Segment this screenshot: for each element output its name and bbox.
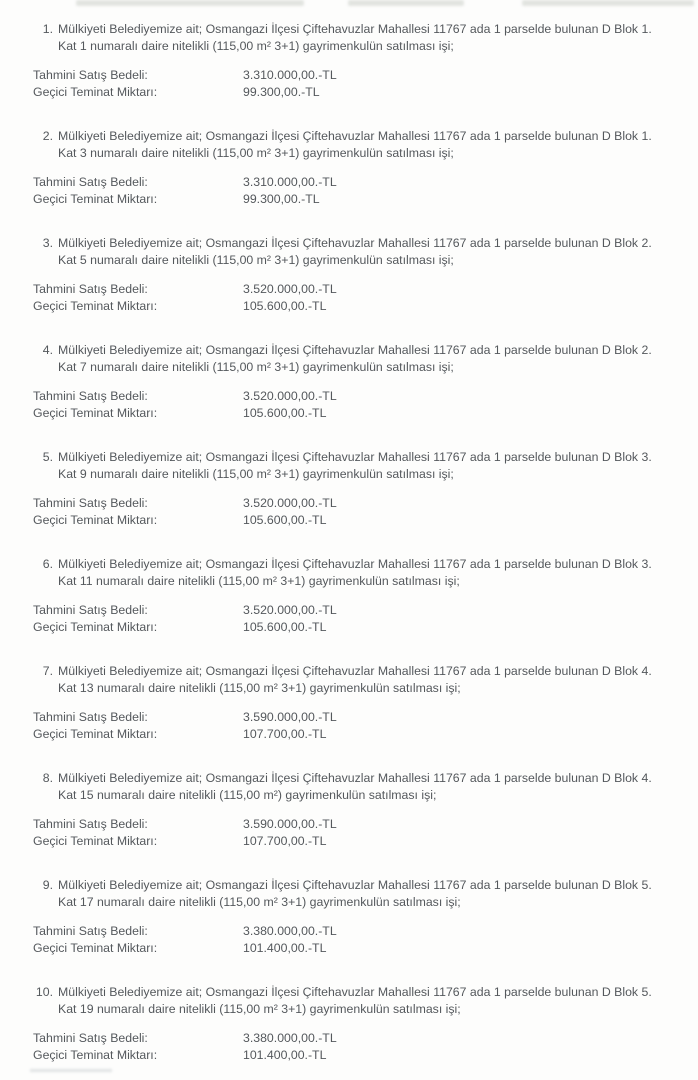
- tender-item: [33, 556, 685, 636]
- sale-price-value: 3.590.000,00.-TL: [243, 710, 337, 724]
- tender-item: [33, 663, 685, 743]
- item-description: [33, 663, 685, 697]
- sale-price-label: Tahmini Satış Bedeli:: [33, 710, 148, 724]
- deposit-row: [33, 191, 685, 208]
- description-line-2: Kat 19 numaralı daire nitelikli (115,00 m² 3+1) gayrimenkulün satılması işi;: [58, 1002, 461, 1016]
- deposit-row: [33, 298, 685, 315]
- description-line-2: Kat 15 numaralı daire nitelikli (115,00 m²) gayrimenkulün satılması işi;: [58, 788, 437, 802]
- description-line-2: Kat 1 numaralı daire nitelikli (115,00 m² 3+1) gayrimenkulün satılması işi;: [58, 39, 454, 53]
- item-description: [33, 877, 685, 911]
- sale-price-value: 3.310.000,00.-TL: [243, 68, 337, 82]
- deposit-row: [33, 1047, 685, 1064]
- item-number: 4.: [42, 343, 53, 357]
- description-line-1: Mülkiyeti Belediyemize ait; Osmangazi İlçesi Çiftehavuzlar Mahallesi 11767 ada 1 parselde bulunan D Blok 5.: [58, 878, 652, 892]
- item-number: 3.: [42, 236, 53, 250]
- sale-price-label: Tahmini Satış Bedeli:: [33, 1031, 148, 1045]
- deposit-value: 101.400,00.-TL: [243, 1048, 327, 1062]
- deposit-label: Geçici Teminat Miktarı:: [33, 620, 158, 634]
- cropped-element-remnant: [30, 1069, 112, 1072]
- item-description: [33, 770, 685, 804]
- sale-price-row: [33, 174, 685, 191]
- sale-price-label: Tahmini Satış Bedeli:: [33, 603, 148, 617]
- cropped-text-remnant: [76, 0, 304, 6]
- sale-price-value: 3.380.000,00.-TL: [243, 1031, 337, 1045]
- tender-item: [33, 449, 685, 529]
- deposit-label: Geçici Teminat Miktarı:: [33, 192, 158, 206]
- description-line-1: Mülkiyeti Belediyemize ait; Osmangazi İlçesi Çiftehavuzlar Mahallesi 11767 ada 1 parselde bulunan D Blok 5.: [58, 985, 652, 999]
- description-line-1: Mülkiyeti Belediyemize ait; Osmangazi İlçesi Çiftehavuzlar Mahallesi 11767 ada 1 parselde bulunan D Blok 1.: [58, 22, 652, 36]
- tender-item: [33, 235, 685, 315]
- deposit-value: 105.600,00.-TL: [243, 620, 327, 634]
- sale-price-row: [33, 388, 685, 405]
- tender-item: [33, 877, 685, 957]
- item-list: [33, 21, 685, 1080]
- sale-price-row: [33, 67, 685, 84]
- sale-price-label: Tahmini Satış Bedeli:: [33, 282, 148, 296]
- tender-item: [33, 21, 685, 101]
- deposit-row: [33, 619, 685, 636]
- sale-price-value: 3.520.000,00.-TL: [243, 282, 337, 296]
- tender-item: [33, 770, 685, 850]
- deposit-value: 99.300,00.-TL: [243, 192, 320, 206]
- item-number: 6.: [42, 557, 53, 571]
- deposit-row: [33, 84, 685, 101]
- sale-price-row: [33, 602, 685, 619]
- sale-price-value: 3.520.000,00.-TL: [243, 389, 337, 403]
- item-description: [33, 235, 685, 269]
- sale-price-label: Tahmini Satış Bedeli:: [33, 496, 148, 510]
- deposit-label: Geçici Teminat Miktarı:: [33, 299, 158, 313]
- deposit-row: [33, 512, 685, 529]
- deposit-label: Geçici Teminat Miktarı:: [33, 834, 158, 848]
- item-number: 2.: [42, 129, 53, 143]
- deposit-value: 105.600,00.-TL: [243, 299, 327, 313]
- deposit-value: 107.700,00.-TL: [243, 727, 327, 741]
- description-line-2: Kat 17 numaralı daire nitelikli (115,00 m² 3+1) gayrimenkulün satılması işi;: [58, 895, 461, 909]
- description-line-2: Kat 9 numaralı daire nitelikli (115,00 m² 3+1) gayrimenkulün satılması işi;: [58, 467, 454, 481]
- deposit-label: Geçici Teminat Miktarı:: [33, 85, 158, 99]
- deposit-label: Geçici Teminat Miktarı:: [33, 941, 158, 955]
- cropped-text-remnant: [522, 0, 694, 6]
- description-line-2: Kat 7 numaralı daire nitelikli (115,00 m² 3+1) gayrimenkulün satılması işi;: [58, 360, 454, 374]
- sale-price-row: [33, 709, 685, 726]
- deposit-label: Geçici Teminat Miktarı:: [33, 406, 158, 420]
- sale-price-label: Tahmini Satış Bedeli:: [33, 817, 148, 831]
- item-description: [33, 342, 685, 376]
- description-line-1: Mülkiyeti Belediyemize ait; Osmangazi İlçesi Çiftehavuzlar Mahallesi 11767 ada 1 parselde bulunan D Blok 4.: [58, 664, 652, 678]
- description-line-1: Mülkiyeti Belediyemize ait; Osmangazi İlçesi Çiftehavuzlar Mahallesi 11767 ada 1 parselde bulunan D Blok 4.: [58, 771, 652, 785]
- deposit-value: 101.400,00.-TL: [243, 941, 327, 955]
- tender-item: [33, 984, 685, 1064]
- deposit-row: [33, 726, 685, 743]
- sale-price-value: 3.590.000,00.-TL: [243, 817, 337, 831]
- sale-price-value: 3.520.000,00.-TL: [243, 603, 337, 617]
- sale-price-label: Tahmini Satış Bedeli:: [33, 175, 148, 189]
- deposit-label: Geçici Teminat Miktarı:: [33, 1048, 158, 1062]
- description-line-1: Mülkiyeti Belediyemize ait; Osmangazi İlçesi Çiftehavuzlar Mahallesi 11767 ada 1 parselde bulunan D Blok 3.: [58, 557, 652, 571]
- sale-price-label: Tahmini Satış Bedeli:: [33, 68, 148, 82]
- deposit-row: [33, 940, 685, 957]
- sale-price-label: Tahmini Satış Bedeli:: [33, 389, 148, 403]
- deposit-label: Geçici Teminat Miktarı:: [33, 513, 158, 527]
- description-line-2: Kat 11 numaralı daire nitelikli (115,00 m² 3+1) gayrimenkulün satılması işi;: [58, 574, 460, 588]
- description-line-2: Kat 3 numaralı daire nitelikli (115,00 m² 3+1) gayrimenkulün satılması işi;: [58, 146, 454, 160]
- item-description: [33, 984, 685, 1018]
- deposit-row: [33, 833, 685, 850]
- item-number: 7.: [42, 664, 53, 678]
- description-line-1: Mülkiyeti Belediyemize ait; Osmangazi İlçesi Çiftehavuzlar Mahallesi 11767 ada 1 parselde bulunan D Blok 2.: [58, 236, 652, 250]
- sale-price-row: [33, 495, 685, 512]
- item-number: 10.: [35, 985, 53, 999]
- sale-price-row: [33, 816, 685, 833]
- item-number: 1.: [42, 22, 53, 36]
- item-number: 9.: [42, 878, 53, 892]
- deposit-value: 105.600,00.-TL: [243, 406, 327, 420]
- tender-item: [33, 128, 685, 208]
- sale-price-value: 3.520.000,00.-TL: [243, 496, 337, 510]
- deposit-value: 105.600,00.-TL: [243, 513, 327, 527]
- cropped-text-remnant: [348, 0, 464, 6]
- item-description: [33, 21, 685, 55]
- description-line-1: Mülkiyeti Belediyemize ait; Osmangazi İlçesi Çiftehavuzlar Mahallesi 11767 ada 1 parselde bulunan D Blok 3.: [58, 450, 652, 464]
- deposit-row: [33, 405, 685, 422]
- item-number: 5.: [42, 450, 53, 464]
- sale-price-row: [33, 923, 685, 940]
- description-line-2: Kat 5 numaralı daire nitelikli (115,00 m² 3+1) gayrimenkulün satılması işi;: [58, 253, 454, 267]
- item-number: 8.: [42, 771, 53, 785]
- description-line-1: Mülkiyeti Belediyemize ait; Osmangazi İlçesi Çiftehavuzlar Mahallesi 11767 ada 1 parselde bulunan D Blok 1.: [58, 129, 652, 143]
- deposit-value: 107.700,00.-TL: [243, 834, 327, 848]
- sale-price-label: Tahmini Satış Bedeli:: [33, 924, 148, 938]
- item-description: [33, 128, 685, 162]
- item-description: [33, 449, 685, 483]
- sale-price-row: [33, 1030, 685, 1047]
- sale-price-value: 3.310.000,00.-TL: [243, 175, 337, 189]
- deposit-value: 99.300,00.-TL: [243, 85, 320, 99]
- description-line-1: Mülkiyeti Belediyemize ait; Osmangazi İlçesi Çiftehavuzlar Mahallesi 11767 ada 1 parselde bulunan D Blok 2.: [58, 343, 652, 357]
- item-description: [33, 556, 685, 590]
- sale-price-value: 3.380.000,00.-TL: [243, 924, 337, 938]
- tender-item: [33, 342, 685, 422]
- sale-price-row: [33, 281, 685, 298]
- deposit-label: Geçici Teminat Miktarı:: [33, 727, 158, 741]
- description-line-2: Kat 13 numaralı daire nitelikli (115,00 m² 3+1) gayrimenkulün satılması işi;: [58, 681, 461, 695]
